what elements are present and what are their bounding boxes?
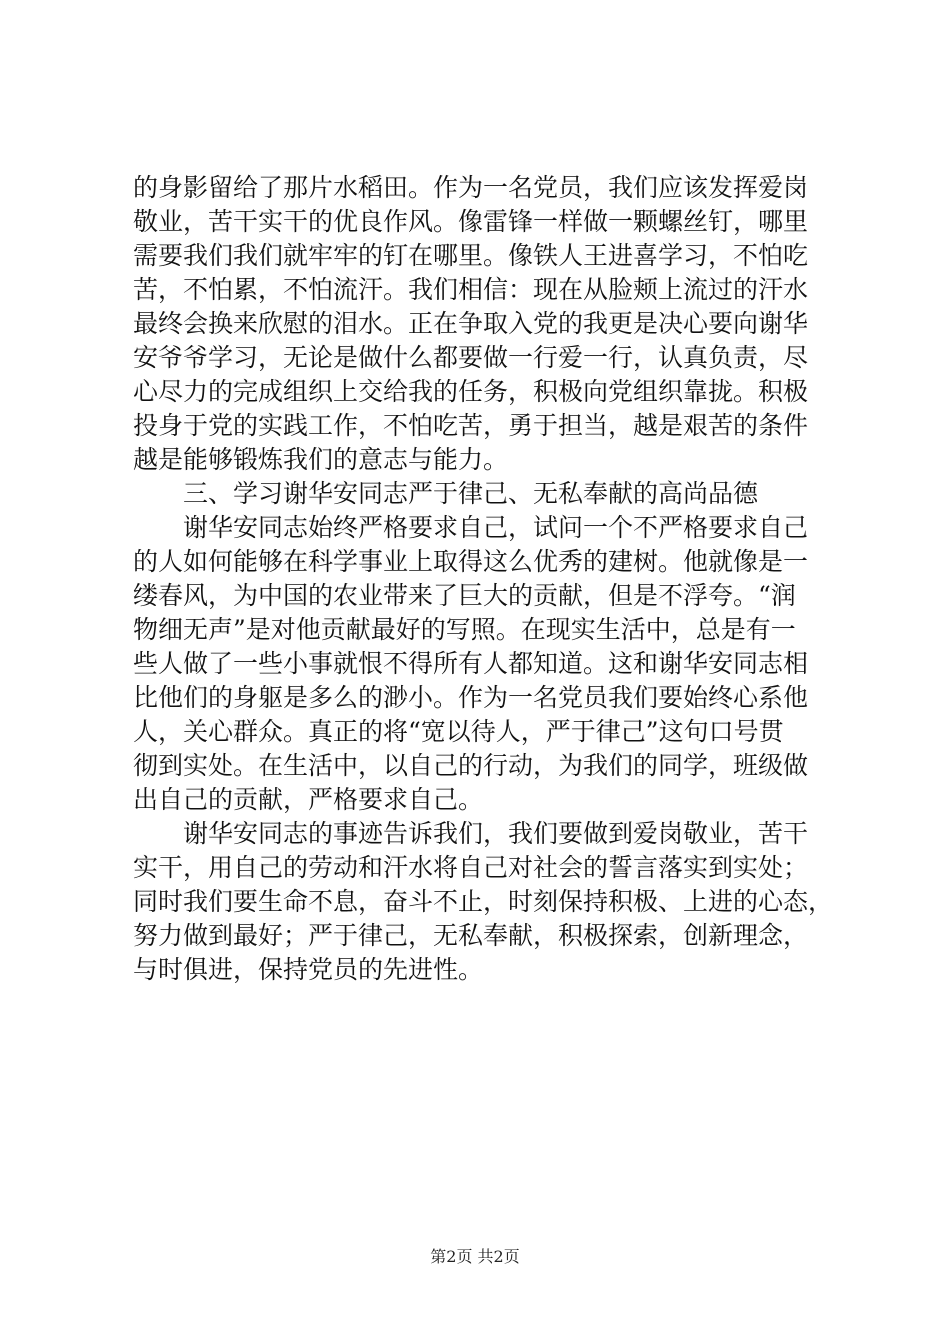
body-text bbox=[133, 171, 833, 987]
text-line: 出自己的贡献，严格要求自己。 bbox=[133, 785, 484, 814]
text-line: 些人做了一些小事就恨不得所有人都知道。这和谢华安同志相 bbox=[133, 649, 809, 678]
text-line: 与时俱进，保持党员的先进性。 bbox=[133, 955, 484, 984]
text-line: 最终会换来欣慰的泪水。正在争取入党的我更是决心要向谢华 bbox=[133, 309, 809, 338]
text-line: 苦，不怕累，不怕流汗。我们相信：现在从脸颊上流过的汗水 bbox=[133, 275, 809, 304]
text-line: 的人如何能够在科学事业上取得这么优秀的建树。他就像是一 bbox=[133, 547, 809, 576]
page-number: 第2页 共2页 bbox=[430, 1247, 520, 1266]
text-line: 努力做到最好；严于律己，无私奉献，积极探索，创新理念， bbox=[133, 921, 809, 950]
text-line: 比他们的身躯是多么的渺小。作为一名党员我们要始终心系他 bbox=[133, 683, 809, 712]
text-line: 安爷爷学习，无论是做什么都要做一行爱一行，认真负责，尽 bbox=[133, 343, 809, 372]
page-footer bbox=[0, 1244, 950, 1267]
text-line: 心尽力的完成组织上交给我的任务，积极向党组织靠拢。积极 bbox=[133, 377, 809, 406]
text-line: 谢华安同志始终严格要求自己，试问一个不严格要求自己 bbox=[133, 513, 809, 542]
text-line: 缕春风，为中国的农业带来了巨大的贡献，但是不浮夸。“润 bbox=[133, 581, 796, 610]
section-heading: 三、学习谢华安同志严于律己、无私奉献的高尚品德 bbox=[133, 479, 759, 508]
text-line: 物细无声”是对他贡献最好的写照。在现实生活中，总是有一 bbox=[133, 615, 796, 644]
text-line: 需要我们我们就牢牢的钉在哪里。像铁人王进喜学习，不怕吃 bbox=[133, 241, 809, 270]
text-line: 投身于党的实践工作，不怕吃苦，勇于担当，越是艰苦的条件 bbox=[133, 411, 809, 440]
text-line: 彻到实处。在生活中，以自己的行动，为我们的同学，班级做 bbox=[133, 751, 809, 780]
text-line: 谢华安同志的事迹告诉我们，我们要做到爱岗敬业，苦干 bbox=[133, 819, 809, 848]
text-line: 实干，用自己的劳动和汗水将自己对社会的誓言落实到实处； bbox=[133, 853, 809, 882]
text-line: 的身影留给了那片水稻田。作为一名党员，我们应该发挥爱岗 bbox=[133, 173, 809, 202]
text-line: 敬业，苦干实干的优良作风。像雷锋一样做一颗螺丝钉，哪里 bbox=[133, 207, 809, 236]
text-line: 人，关心群众。真正的将“宽以待人，严于律己”这句口号贯 bbox=[133, 717, 784, 746]
text-line: 越是能够锻炼我们的意志与能力。 bbox=[133, 445, 509, 474]
text-line: 同时我们要生命不息，奋斗不止，时刻保持积极、上进的心态， bbox=[133, 887, 834, 916]
